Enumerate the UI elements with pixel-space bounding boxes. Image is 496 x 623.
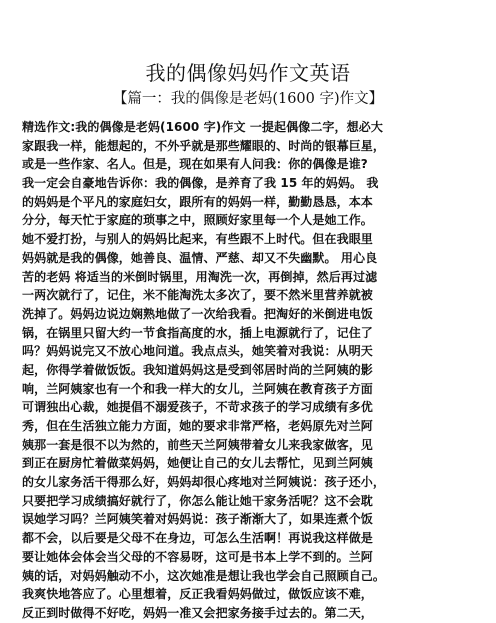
document-subtitle: 【篇一：我的偶像是老妈(1600 字)作文】 (112, 91, 384, 107)
essay-line: 家跟我一样，能想起的，不外乎就是那些耀眼的、时尚的银幕巨星， (22, 138, 386, 153)
essay-line: 我一定会自豪地告诉你：我的偶像，是养育了我 15 年的妈妈。 我 (22, 176, 379, 191)
essay-line: 锅，在锅里只留大约一节食指高度的水，插上电源就行了，记住了 (22, 325, 373, 340)
essay-line: 反正到时做得不好吃，妈妈一准又会把家务接手过去的。第二天， (22, 605, 373, 620)
essay-line: 都不会，以后要是父母不在身边，可怎么生活啊！再说我这样做是 (22, 531, 373, 546)
essay-line: 误她学习吗？兰阿姨笑着对妈妈说：孩子渐渐大了，如果连煮个饭 (22, 512, 373, 527)
essay-line: 一两次就行了，记住，米不能淘洗太多次了，要不然米里营养就被 (22, 288, 373, 303)
essay-line: 可谓独出心裁，她提倡不溺爱孩子，不苛求孩子的学习成绩有多优 (22, 400, 373, 415)
essay-line: 响，兰阿姨家也有一个和我一样大的女儿，兰阿姨在教育孩子方面 (22, 381, 373, 396)
essay-line: 精选作文:我的偶像是老妈(1600 字)作文 一提起偶像二字，想必大 (22, 120, 383, 134)
essay-line: 起，你得学着做饭饭。我知道妈妈这是受到邻居时尚的兰阿姨的影 (22, 362, 373, 377)
essay-line: 她不爱打扮，与别人的妈妈比起来，有些跟不上时代。但在我眼里 (22, 232, 373, 247)
essay-line: 洗掉了。妈妈边说边娴熟地做了一次给我看。把淘好的米倒进电饭 (22, 306, 373, 321)
essay-line: 到正在厨房忙着做菜妈妈，她便让自己的女儿去帮忙，见到兰阿姨 (22, 456, 373, 471)
essay-line: 吗？妈妈说完又不放心地问道。我点点头，她笑着对我说：从明天 (22, 344, 373, 359)
essay-line: 秀，但在生活独立能力方面，她的要求非常严格，老妈原先对兰阿 (22, 419, 373, 433)
essay-line: 苦的老妈 将适当的米倒时锅里，用淘洗一次，再倒掉，然后再过滤 (22, 269, 378, 284)
essay-line: 或是一些作家、名人。但是，现在如果有人问我：你的偶像是谁? (22, 157, 368, 172)
essay-line: 的妈妈是个平凡的家庭妇女，跟所有的妈妈一样，勤勤恳恳，本本 (22, 194, 373, 209)
essay-line: 只要把学习成绩搞好就行了，你怎么能让她干家务活呢？这不会耽 (22, 493, 373, 508)
essay-body (22, 118, 484, 623)
document-title: 我的偶像妈妈作文英语 (145, 61, 351, 85)
essay-line: 的女儿家务活干得那么好，妈妈却很心疼地对兰阿姨说：孩子还小， (22, 475, 386, 490)
essay-line: 分分，每天忙于家庭的琐事之中，照顾好家里每一个人是她工作。 (22, 213, 373, 228)
essay-line: 要让她体会体会当父母的不容易呀，这可是书本上学不到的。兰阿 (22, 549, 373, 564)
essay-line: 姨的话，对妈妈触动不小，这次她准是想让我也学会自己照顾自己。 (22, 568, 386, 583)
essay-line: 姨那一套是很不以为然的，前些天兰阿姨带着女儿来我家做客，见 (22, 437, 373, 452)
essay-line: 妈妈就是我的偶像，她善良、温情、严慈、却又不失幽默。 用心良 (22, 250, 378, 265)
essay-line: 我爽快地答应了。心里想着，反正我看妈妈做过，做饭应该不难， (22, 587, 373, 602)
